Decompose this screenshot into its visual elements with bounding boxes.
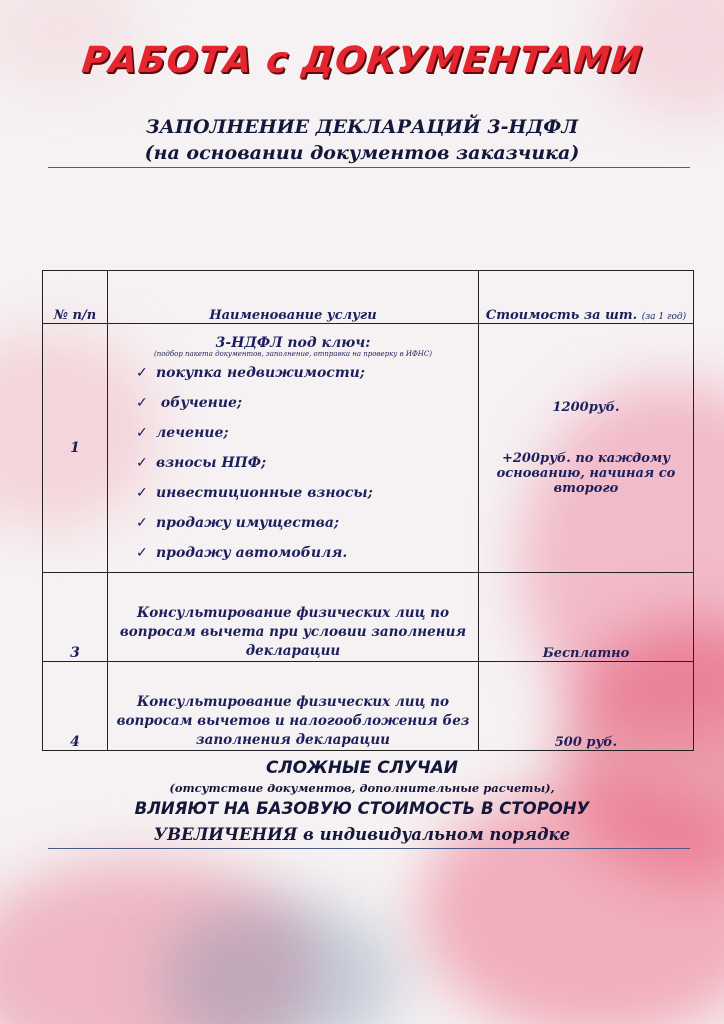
list-item-label: лечение; <box>156 425 229 441</box>
package-note: (подбор пакета документов, заполнение, отправка на проверку в ИФНС) <box>153 350 433 358</box>
table-row <box>43 573 694 662</box>
check-icon: ✓ <box>136 455 148 471</box>
header-divider <box>48 167 690 168</box>
list-item <box>136 512 478 542</box>
check-icon: ✓ <box>136 485 148 501</box>
header-price <box>479 271 694 324</box>
footer-heading: СЛОЖНЫЕ СЛУЧАИ <box>265 758 459 778</box>
price-extra: +200руб. по каждому основанию, начиная со второго <box>496 451 676 496</box>
row-service: Консультирование физических лиц по вопросам вычетов и налогообложения без заполнения декларации <box>108 662 479 751</box>
header-service: Наименование услуги <box>108 271 479 324</box>
table-row <box>43 324 694 573</box>
footer-line-3: ВЛИЯЮТ НА БАЗОВУЮ СТОИМОСТЬ В СТОРОНУ <box>134 799 590 818</box>
row-price: Бесплатно <box>479 573 694 662</box>
row-number: 3 <box>43 573 108 662</box>
list-item <box>136 452 478 482</box>
list-item <box>136 362 478 392</box>
list-item-label: взносы НПФ; <box>156 455 267 471</box>
footer-divider <box>48 848 690 849</box>
row-price <box>479 324 694 573</box>
table-header-row <box>43 271 694 324</box>
services-table <box>42 270 694 751</box>
check-icon: ✓ <box>136 545 148 561</box>
subtitle-line-1: ЗАПОЛНЕНИЕ ДЕКЛАРАЦИЙ 3-НДФЛ <box>145 116 579 138</box>
footer-note: (отсутствие документов, дополнительные расчеты), <box>169 781 555 795</box>
list-item-label: продажу имущества; <box>156 515 340 531</box>
check-icon: ✓ <box>136 425 148 441</box>
list-item-label: покупка недвижимости; <box>156 365 365 381</box>
header-price-note: (за 1 год) <box>641 312 687 322</box>
price-main: 1200руб. <box>552 400 620 415</box>
list-item-label: продажу автомобиля. <box>156 545 348 561</box>
list-item <box>136 392 478 422</box>
table-row <box>43 662 694 751</box>
list-item-label: инвестиционные взносы; <box>156 485 373 501</box>
check-icon: ✓ <box>136 365 148 381</box>
check-icon: ✓ <box>136 515 148 531</box>
row-number: 1 <box>43 324 108 573</box>
check-icon: ✓ <box>136 395 148 411</box>
package-title: 3-НДФЛ под ключ: <box>215 335 371 351</box>
row-service <box>108 324 479 573</box>
footer-line-4: УВЕЛИЧЕНИЯ в индивидуальном порядке <box>153 825 571 844</box>
deduction-list <box>108 362 478 572</box>
page-title: РАБОТА с ДОКУМЕНТАМИ <box>79 40 645 81</box>
list-item <box>136 482 478 512</box>
header-price-label: Стоимость за шт. <box>485 308 638 323</box>
list-item <box>136 542 478 572</box>
header-number: № п/п <box>43 271 108 324</box>
subtitle-line-2: (на основании документов заказчика) <box>144 142 580 164</box>
row-price: 500 руб. <box>479 662 694 751</box>
list-item <box>136 422 478 452</box>
row-number: 4 <box>43 662 108 751</box>
row-service: Консультирование физических лиц по вопросам вычета при условии заполнения декларации <box>108 573 479 662</box>
list-item-label: обучение; <box>156 395 243 411</box>
